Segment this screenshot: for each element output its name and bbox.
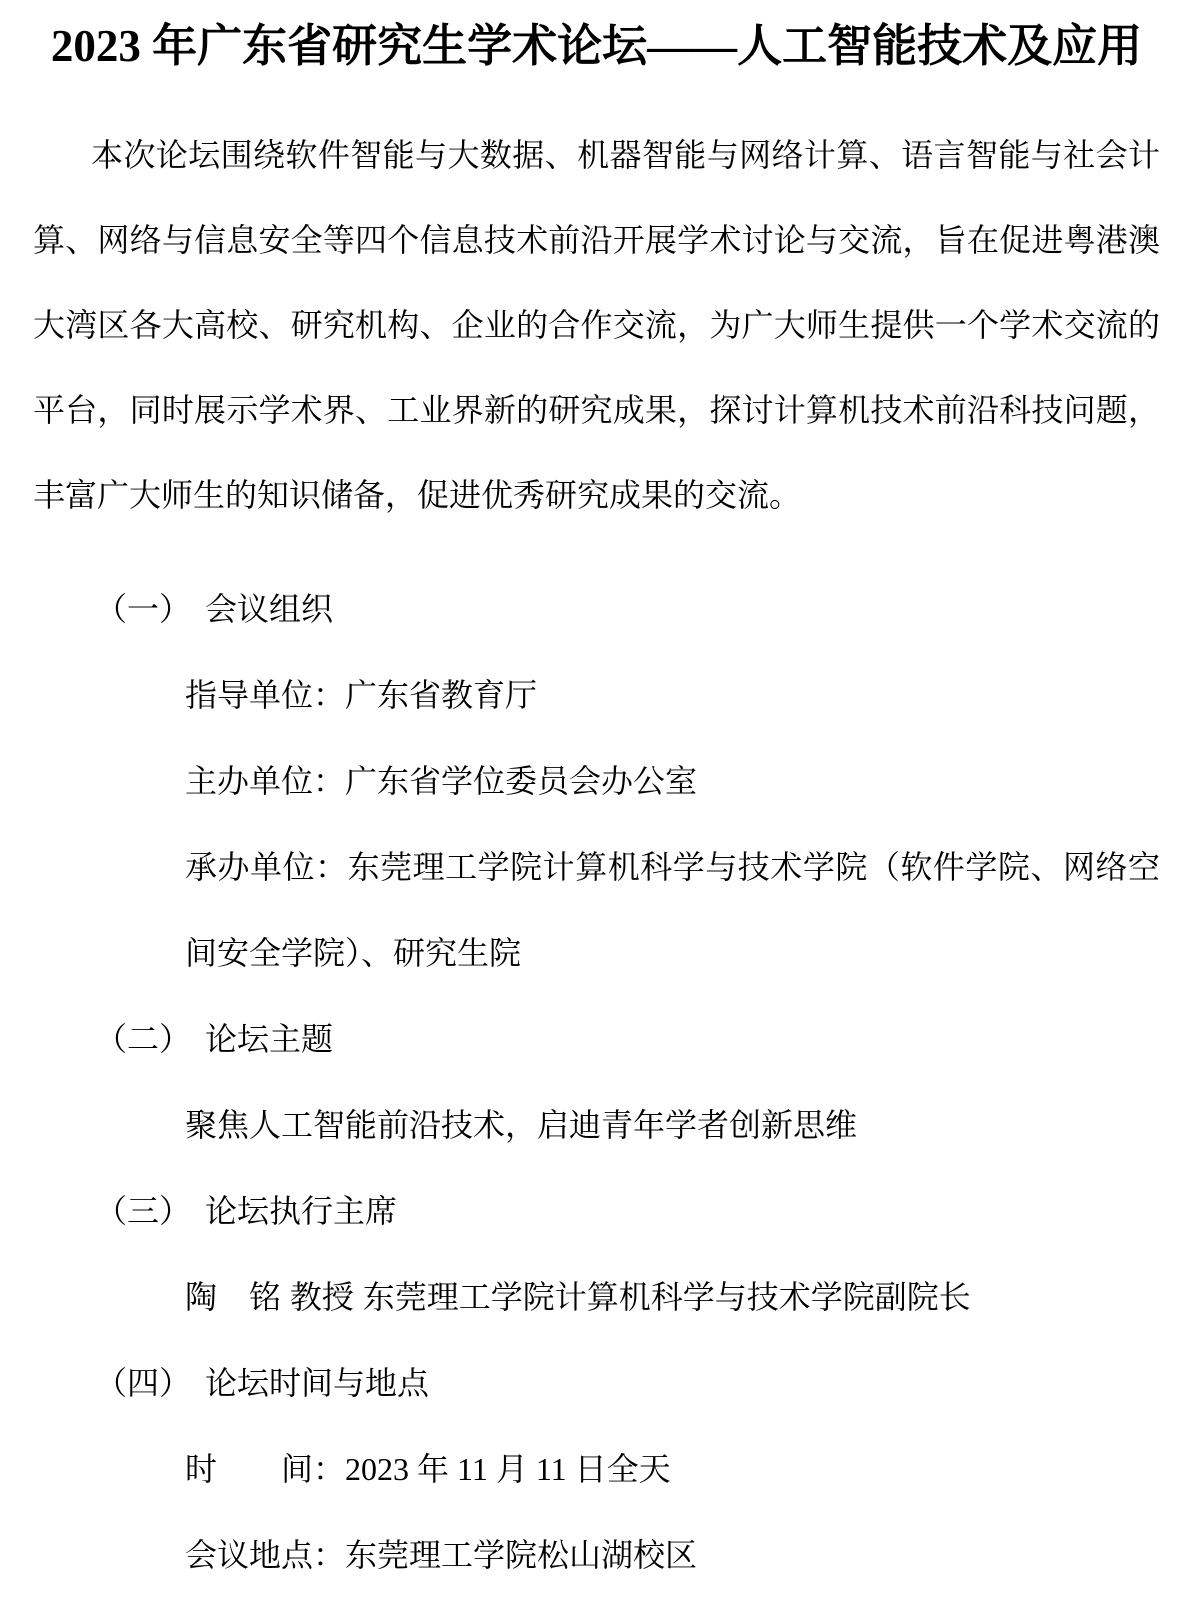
section-heading-text: 论坛时间与地点 [205, 1365, 430, 1401]
section-item-organizer-unit: 承办单位：东莞理工学院计算机科学与技术学院（软件学院、网络空间安全学院）、研究生院 [185, 849, 1160, 971]
section-executive-chair [33, 1168, 1160, 1340]
section-number-label: （二） [95, 1021, 192, 1057]
section-heading [33, 1340, 1160, 1426]
section-item-chair: 陶 铭 教授 东莞理工学院计算机科学与技术学院副院长 [185, 1279, 971, 1315]
section-heading [33, 566, 1160, 652]
section-number-label: （一） [95, 591, 192, 627]
section-heading [33, 996, 1160, 1082]
section-number-label: （三） [95, 1193, 192, 1229]
section-item-guiding-unit: 指导单位：广东省教育厅 [185, 677, 538, 713]
section-item-venue: 会议地点：东莞理工学院松山湖校区 [185, 1537, 698, 1573]
section-heading-text: 论坛执行主席 [205, 1193, 398, 1229]
section-item-theme: 聚焦人工智能前沿技术，启迪青年学者创新思维 [185, 1107, 858, 1143]
section-heading-text: 会议组织 [205, 591, 334, 627]
section-heading [33, 1168, 1160, 1254]
document-title: 2023 年广东省研究生学术论坛——人工智能技术及应用 [50, 21, 1143, 71]
section-number-label: （四） [95, 1365, 192, 1401]
section-item-host-unit: 主办单位：广东省学位委员会办公室 [185, 763, 698, 799]
section-item-time: 时 间：2023 年 11 月 11 日全天 [185, 1451, 671, 1487]
intro-paragraph: 本次论坛围绕软件智能与大数据、机器智能与网络计算、语言智能与社会计算、网络与信息安全等四个信息技术前沿开展学术讨论与交流，旨在促进粤港澳大湾区各大高校、研究机构、企业的合作交流，为广大师生提供一个学术交流的平台，同时展示学术界、工业界新的研究成果，探讨计算机技术前沿科技问题，丰富广大师生的知识储备，促进优秀研究成果的交流。 [33, 137, 1160, 513]
section-heading-text: 论坛主题 [205, 1021, 334, 1057]
section-forum-theme [33, 996, 1160, 1168]
section-time-and-place [33, 1340, 1160, 1598]
section-meeting-organization [33, 566, 1160, 996]
section-list [33, 566, 1160, 1598]
